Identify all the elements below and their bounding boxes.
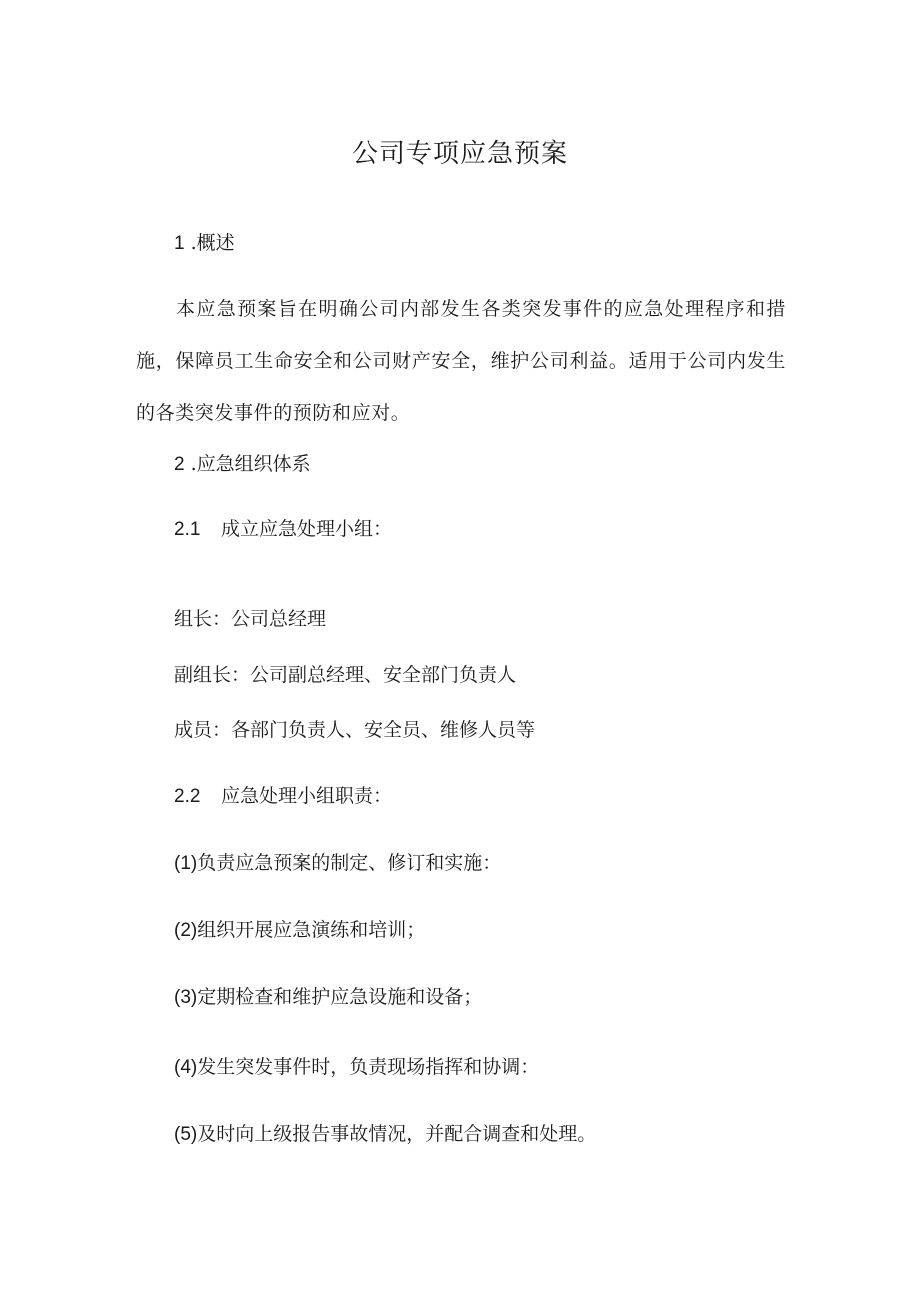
section-title: .应急组织体系	[184, 453, 311, 475]
team-deputy-line: 副组长：公司副总经理、安全部门负责人	[174, 664, 517, 686]
duty-item	[174, 916, 425, 945]
duty-item	[174, 1053, 539, 1082]
duty-text: 发生突发事件时，负责现场指挥和协调：	[197, 1056, 540, 1078]
section-title: 成立应急处理小组：	[221, 518, 393, 540]
section-1-paragraph: 本应急预案旨在明确公司内部发生各类突发事件的应急处理程序和措施，保障员工生命安全和公司财产安全，维护公司利益。适用于公司内发生的各类突发事件的预防和应对。	[136, 298, 786, 424]
section-number: 2.2	[174, 786, 201, 807]
duty-text: 及时向上级报告事故情况，并配合调查和处理。	[197, 1123, 597, 1145]
section-title: .概述	[184, 232, 235, 254]
duty-number: (4)	[174, 1057, 198, 1078]
duty-number: (2)	[174, 920, 198, 941]
section-1-heading	[174, 229, 235, 258]
duty-text: 组织开展应急演练和培训；	[197, 919, 426, 941]
section-2-1-heading	[174, 515, 392, 544]
section-title: 应急处理小组职责：	[221, 785, 393, 807]
section-2-2-heading	[174, 782, 392, 811]
document-title: 公司专项应急预案	[351, 139, 568, 169]
duty-number: (5)	[174, 1124, 198, 1145]
section-2-heading	[174, 450, 311, 479]
section-number: 2.1	[174, 519, 201, 540]
duty-text: 定期检查和维护应急设施和设备；	[197, 986, 483, 1008]
duty-item	[174, 983, 482, 1012]
duty-item	[174, 1120, 596, 1149]
section-number: 1	[174, 233, 185, 254]
duty-item	[174, 849, 501, 878]
team-members-line: 成员：各部门负责人、安全员、维修人员等	[174, 719, 536, 741]
duty-text: 负责应急预案的制定、修订和实施：	[197, 852, 502, 874]
section-number: 2	[174, 454, 185, 475]
duty-number: (1)	[174, 853, 198, 874]
duty-number: (3)	[174, 987, 198, 1008]
team-leader-line: 组长：公司总经理	[174, 608, 327, 630]
